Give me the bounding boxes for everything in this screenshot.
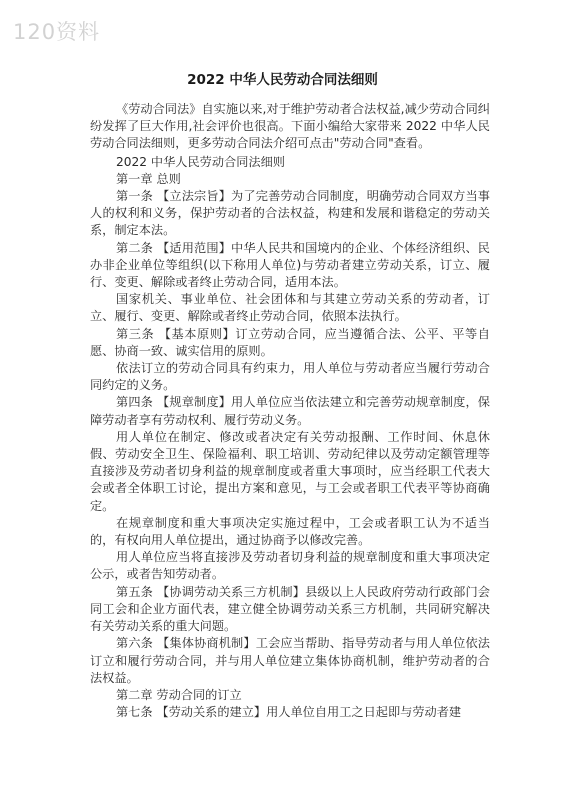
article-paragraph: 用人单位在制定、修改或者决定有关劳动报酬、工作时间、休息休假、劳动安全卫生、保险福利、职工培训、劳动纪律以及劳动定额管理等直接涉及劳动者切身利益的规章制度或者重大事项时，应当经职工代表大会或者全体职工讨论，提出方案和意见，与工会或者职工代表平等协商确定。 [90, 429, 490, 513]
article-paragraph: 第六条 【集体协商机制】工会应当帮助、指导劳动者与用人单位依法订立和履行劳动合同，并与用人单位建立集体协商机制，维护劳动者的合法权益。 [90, 636, 490, 685]
article-paragraph: 依法订立的劳动合同具有约束力，用人单位与劳动者应当履行劳动合同约定的义务。 [90, 361, 490, 393]
article-paragraph: 第一条 【立法宗旨】为了完善劳动合同制度，明确劳动合同双方当事人的权利和义务，保护劳动者的合法权益，构建和发展和谐稳定的劳动关系，制定本法。 [90, 189, 490, 238]
document-title: 2022 中华人民劳动合同法细则 [187, 72, 378, 88]
article-paragraph: 用人单位应当将直接涉及劳动者切身利益的规章制度和重大事项决定公示，或者告知劳动者。 [90, 550, 490, 582]
chapter-heading: 第一章 总则 [116, 171, 181, 186]
article-paragraph: 在规章制度和重大事项决定实施过程中，工会或者职工认为不适当的，有权向用人单位提出，通过协商予以修改完善。 [90, 515, 490, 548]
subtitle-paragraph: 2022 中华人民劳动合同法细则 [116, 154, 285, 169]
article-paragraph: 第五条 【协调劳动关系三方机制】县级以上人民政府劳动行政部门会同工会和企业方面代表，建立健全协调劳动关系三方机制，共同研究解决有关劳动关系的重大问题。 [90, 584, 490, 634]
article-paragraph: 第四条 【规章制度】用人单位应当依法建立和完善劳动规章制度，保障劳动者享有劳动权利、履行劳动义务。 [90, 395, 490, 427]
intro-paragraph: 《劳动合同法》自实施以来,对于维护劳动者合法权益,减少劳动合同纠纷发挥了巨大作用,社会评价也很高。下面小编给大家带来 2022 中华人民劳动合同法细则，更多劳动合同法介绍可点击"劳动合同"查看。 [90, 102, 490, 151]
document-body [90, 101, 490, 721]
article-paragraph: 第三条 【基本原则】订立劳动合同，应当遵循合法、公平、平等自愿、协商一致、诚实信用的原则。 [90, 326, 490, 358]
chapter-heading: 第二章 劳动合同的订立 [116, 687, 242, 702]
article-paragraph: 国家机关、事业单位、社会团体和与其建立劳动关系的劳动者，订立、履行、变更、解除或者终止劳动合同，依照本法执行。 [90, 292, 490, 324]
watermark: 120资料 [13, 20, 101, 44]
article-paragraph: 第二条 【适用范围】中华人民共和国境内的企业、个体经济组织、民办非企业单位等组织(以下称用人单位)与劳动者建立劳动关系，订立、履行、变更、解除或者终止劳动合同，适用本法。 [90, 240, 490, 290]
article-paragraph: 第七条 【劳动关系的建立】用人单位自用工之日起即与劳动者建 [116, 705, 462, 720]
